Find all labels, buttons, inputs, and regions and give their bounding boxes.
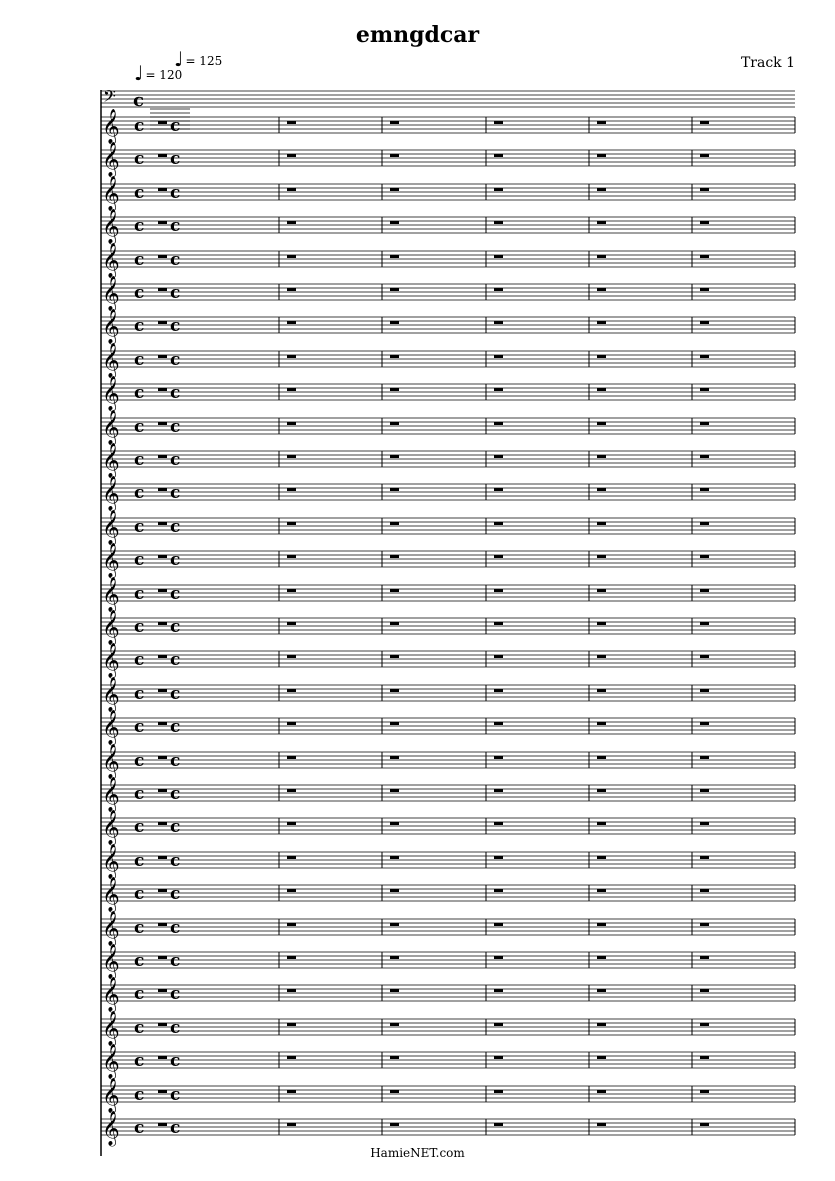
whole-rest-icon bbox=[494, 455, 503, 458]
whole-rest-icon bbox=[597, 856, 606, 859]
whole-rest-icon bbox=[494, 488, 503, 491]
time-signature: c bbox=[134, 417, 145, 437]
whole-rest-icon bbox=[390, 923, 399, 926]
time-signature: c bbox=[170, 784, 181, 804]
whole-rest-icon bbox=[494, 956, 503, 959]
treble-clef-icon: 𝄞 bbox=[102, 443, 120, 478]
treble-clef-icon: 𝄞 bbox=[102, 1078, 120, 1113]
whole-rest-icon bbox=[158, 689, 167, 692]
whole-rest-icon bbox=[287, 789, 296, 792]
whole-rest-icon bbox=[700, 555, 709, 558]
time-signature: c bbox=[134, 483, 145, 503]
treble-clef-icon: 𝄞 bbox=[102, 309, 120, 344]
whole-rest-icon bbox=[158, 655, 167, 658]
whole-rest-icon bbox=[287, 388, 296, 391]
whole-rest-icon bbox=[494, 789, 503, 792]
quarter-note-icon: ♩ bbox=[134, 61, 144, 85]
whole-rest-icon bbox=[597, 989, 606, 992]
treble-clef-icon: 𝄞 bbox=[102, 777, 120, 812]
whole-rest-icon bbox=[700, 1023, 709, 1026]
time-signature: c bbox=[134, 149, 145, 169]
treble-clef-icon: 𝄞 bbox=[102, 977, 120, 1012]
whole-rest-icon bbox=[494, 288, 503, 291]
whole-rest-icon bbox=[494, 822, 503, 825]
whole-rest-icon bbox=[287, 756, 296, 759]
whole-rest-icon bbox=[700, 321, 709, 324]
whole-rest-icon bbox=[158, 822, 167, 825]
whole-rest-icon bbox=[494, 221, 503, 224]
whole-rest-icon bbox=[700, 589, 709, 592]
whole-rest-icon bbox=[494, 1123, 503, 1126]
whole-rest-icon bbox=[158, 121, 167, 124]
whole-rest-icon bbox=[700, 622, 709, 625]
treble-clef-icon: 𝄞 bbox=[102, 877, 120, 912]
whole-rest-icon bbox=[390, 1090, 399, 1093]
whole-rest-icon bbox=[494, 522, 503, 525]
whole-rest-icon bbox=[287, 1090, 296, 1093]
treble-clef-icon: 𝄞 bbox=[102, 209, 120, 244]
time-signature: c bbox=[133, 90, 144, 111]
whole-rest-icon bbox=[700, 989, 709, 992]
whole-rest-icon bbox=[287, 355, 296, 358]
whole-rest-icon bbox=[494, 756, 503, 759]
whole-rest-icon bbox=[597, 923, 606, 926]
whole-rest-icon bbox=[390, 188, 399, 191]
time-signature: c bbox=[134, 817, 145, 837]
treble-clef-icon: 𝄞 bbox=[102, 1044, 120, 1079]
whole-rest-icon bbox=[158, 856, 167, 859]
time-signature: c bbox=[170, 684, 181, 704]
whole-rest-icon bbox=[390, 689, 399, 692]
whole-rest-icon bbox=[390, 655, 399, 658]
time-signature: c bbox=[170, 350, 181, 370]
whole-rest-icon bbox=[700, 522, 709, 525]
whole-rest-icon bbox=[494, 622, 503, 625]
whole-rest-icon bbox=[287, 455, 296, 458]
time-signature: c bbox=[134, 884, 145, 904]
whole-rest-icon bbox=[597, 455, 606, 458]
time-signature: c bbox=[134, 584, 145, 604]
whole-rest-icon bbox=[390, 989, 399, 992]
whole-rest-icon bbox=[158, 255, 167, 258]
whole-rest-icon bbox=[390, 622, 399, 625]
treble-clef-icon: 𝄞 bbox=[102, 944, 120, 979]
whole-rest-icon bbox=[158, 989, 167, 992]
whole-rest-icon bbox=[390, 255, 399, 258]
treble-clef-icon: 𝄞 bbox=[102, 410, 120, 445]
whole-rest-icon bbox=[494, 889, 503, 892]
whole-rest-icon bbox=[700, 488, 709, 491]
whole-rest-icon bbox=[287, 221, 296, 224]
whole-rest-icon bbox=[287, 255, 296, 258]
whole-rest-icon bbox=[700, 1056, 709, 1059]
time-signature: c bbox=[170, 383, 181, 403]
whole-rest-icon bbox=[494, 856, 503, 859]
whole-rest-icon bbox=[158, 455, 167, 458]
time-signature: c bbox=[170, 316, 181, 336]
time-signature: c bbox=[134, 383, 145, 403]
whole-rest-icon bbox=[287, 689, 296, 692]
whole-rest-icon bbox=[287, 589, 296, 592]
time-signature: c bbox=[134, 851, 145, 871]
time-signature: c bbox=[170, 984, 181, 1004]
whole-rest-icon bbox=[158, 756, 167, 759]
whole-rest-icon bbox=[158, 1090, 167, 1093]
bass-clef-icon: 𝄢 bbox=[103, 86, 116, 110]
time-signature: c bbox=[170, 884, 181, 904]
time-signature: c bbox=[170, 216, 181, 236]
time-signature: c bbox=[134, 216, 145, 236]
whole-rest-icon bbox=[390, 722, 399, 725]
whole-rest-icon bbox=[700, 956, 709, 959]
whole-rest-icon bbox=[494, 722, 503, 725]
whole-rest-icon bbox=[158, 388, 167, 391]
whole-rest-icon bbox=[597, 889, 606, 892]
time-signature: c bbox=[134, 684, 145, 704]
whole-rest-icon bbox=[158, 722, 167, 725]
score-title: emngdcar bbox=[355, 22, 480, 48]
whole-rest-icon bbox=[390, 321, 399, 324]
whole-rest-icon bbox=[390, 455, 399, 458]
whole-rest-icon bbox=[158, 422, 167, 425]
time-signature: c bbox=[170, 450, 181, 470]
whole-rest-icon bbox=[494, 355, 503, 358]
time-signature: c bbox=[170, 283, 181, 303]
whole-rest-icon bbox=[700, 1123, 709, 1126]
whole-rest-icon bbox=[700, 221, 709, 224]
whole-rest-icon bbox=[158, 789, 167, 792]
whole-rest-icon bbox=[287, 889, 296, 892]
whole-rest-icon bbox=[700, 455, 709, 458]
whole-rest-icon bbox=[494, 555, 503, 558]
whole-rest-icon bbox=[390, 756, 399, 759]
whole-rest-icon bbox=[597, 221, 606, 224]
whole-rest-icon bbox=[700, 422, 709, 425]
whole-rest-icon bbox=[287, 154, 296, 157]
whole-rest-icon bbox=[597, 422, 606, 425]
whole-rest-icon bbox=[287, 555, 296, 558]
whole-rest-icon bbox=[597, 956, 606, 959]
treble-clef-icon: 𝄞 bbox=[102, 1011, 120, 1046]
whole-rest-icon bbox=[287, 321, 296, 324]
whole-rest-icon bbox=[700, 355, 709, 358]
whole-rest-icon bbox=[287, 188, 296, 191]
whole-rest-icon bbox=[390, 589, 399, 592]
treble-clef-icon: 𝄞 bbox=[102, 710, 120, 745]
whole-rest-icon bbox=[597, 1123, 606, 1126]
time-signature: c bbox=[134, 717, 145, 737]
whole-rest-icon bbox=[597, 1090, 606, 1093]
whole-rest-icon bbox=[597, 121, 606, 124]
whole-rest-icon bbox=[158, 488, 167, 491]
time-signature: c bbox=[170, 1118, 181, 1138]
whole-rest-icon bbox=[158, 1056, 167, 1059]
time-signature: c bbox=[170, 1085, 181, 1105]
whole-rest-icon bbox=[390, 288, 399, 291]
whole-rest-icon bbox=[597, 321, 606, 324]
time-signature: c bbox=[134, 350, 145, 370]
treble-clef-icon: 𝄞 bbox=[102, 109, 120, 144]
treble-clef-icon: 𝄞 bbox=[102, 142, 120, 177]
whole-rest-icon bbox=[700, 121, 709, 124]
whole-rest-icon bbox=[158, 589, 167, 592]
whole-rest-icon bbox=[390, 355, 399, 358]
whole-rest-icon bbox=[700, 188, 709, 191]
time-signature: c bbox=[134, 951, 145, 971]
whole-rest-icon bbox=[700, 789, 709, 792]
whole-rest-icon bbox=[597, 722, 606, 725]
whole-rest-icon bbox=[158, 355, 167, 358]
time-signature: c bbox=[170, 149, 181, 169]
whole-rest-icon bbox=[700, 923, 709, 926]
treble-clef-icon: 𝄞 bbox=[102, 911, 120, 946]
whole-rest-icon bbox=[494, 989, 503, 992]
whole-rest-icon bbox=[597, 388, 606, 391]
instrument-name: Track 1 bbox=[740, 55, 795, 71]
time-signature: c bbox=[170, 650, 181, 670]
quarter-note-icon: ♩ bbox=[174, 47, 184, 71]
whole-rest-icon bbox=[287, 722, 296, 725]
whole-rest-icon bbox=[597, 488, 606, 491]
whole-rest-icon bbox=[287, 622, 296, 625]
whole-rest-icon bbox=[494, 388, 503, 391]
treble-clef-icon: 𝄞 bbox=[102, 643, 120, 678]
time-signature: c bbox=[170, 183, 181, 203]
whole-rest-icon bbox=[158, 522, 167, 525]
whole-rest-icon bbox=[700, 288, 709, 291]
time-signature: c bbox=[170, 717, 181, 737]
whole-rest-icon bbox=[390, 1056, 399, 1059]
whole-rest-icon bbox=[597, 154, 606, 157]
whole-rest-icon bbox=[700, 689, 709, 692]
whole-rest-icon bbox=[700, 722, 709, 725]
time-signature: c bbox=[134, 1085, 145, 1105]
whole-rest-icon bbox=[597, 1056, 606, 1059]
whole-rest-icon bbox=[158, 555, 167, 558]
whole-rest-icon bbox=[700, 889, 709, 892]
whole-rest-icon bbox=[287, 956, 296, 959]
time-signature: c bbox=[170, 1018, 181, 1038]
time-signature: c bbox=[134, 517, 145, 537]
whole-rest-icon bbox=[287, 488, 296, 491]
time-signature: c bbox=[134, 550, 145, 570]
whole-rest-icon bbox=[494, 655, 503, 658]
time-signature: c bbox=[170, 617, 181, 637]
time-signature: c bbox=[134, 183, 145, 203]
whole-rest-icon bbox=[494, 923, 503, 926]
whole-rest-icon bbox=[287, 655, 296, 658]
time-signature: c bbox=[134, 1018, 145, 1038]
time-signature: c bbox=[134, 918, 145, 938]
whole-rest-icon bbox=[158, 923, 167, 926]
whole-rest-icon bbox=[390, 121, 399, 124]
time-signature: c bbox=[170, 951, 181, 971]
time-signature: c bbox=[134, 984, 145, 1004]
treble-clef-icon: 𝄞 bbox=[102, 543, 120, 578]
treble-clef-icon: 𝄞 bbox=[102, 476, 120, 511]
whole-rest-icon bbox=[287, 822, 296, 825]
whole-rest-icon bbox=[494, 1023, 503, 1026]
time-signature: c bbox=[170, 116, 181, 136]
treble-clef-icon: 𝄞 bbox=[102, 744, 120, 779]
whole-rest-icon bbox=[390, 1123, 399, 1126]
treble-clef-icon: 𝄞 bbox=[102, 610, 120, 645]
whole-rest-icon bbox=[597, 355, 606, 358]
whole-rest-icon bbox=[287, 923, 296, 926]
footer-credit: HamieNET.com bbox=[370, 1146, 465, 1160]
whole-rest-icon bbox=[158, 154, 167, 157]
treble-clef-icon: 𝄞 bbox=[102, 276, 120, 311]
whole-rest-icon bbox=[158, 188, 167, 191]
whole-rest-icon bbox=[287, 1023, 296, 1026]
treble-clef-icon: 𝄞 bbox=[102, 844, 120, 879]
whole-rest-icon bbox=[597, 522, 606, 525]
whole-rest-icon bbox=[287, 288, 296, 291]
whole-rest-icon bbox=[700, 822, 709, 825]
whole-rest-icon bbox=[158, 956, 167, 959]
whole-rest-icon bbox=[390, 555, 399, 558]
whole-rest-icon bbox=[158, 622, 167, 625]
whole-rest-icon bbox=[158, 1123, 167, 1126]
treble-clef-icon: 𝄞 bbox=[102, 1111, 120, 1146]
whole-rest-icon bbox=[390, 889, 399, 892]
whole-rest-icon bbox=[597, 822, 606, 825]
whole-rest-icon bbox=[597, 288, 606, 291]
whole-rest-icon bbox=[700, 388, 709, 391]
time-signature: c bbox=[170, 517, 181, 537]
time-signature: c bbox=[170, 1051, 181, 1071]
time-signature: c bbox=[170, 417, 181, 437]
whole-rest-icon bbox=[494, 1056, 503, 1059]
whole-rest-icon bbox=[390, 956, 399, 959]
whole-rest-icon bbox=[390, 822, 399, 825]
whole-rest-icon bbox=[494, 154, 503, 157]
whole-rest-icon bbox=[287, 1123, 296, 1126]
whole-rest-icon bbox=[390, 422, 399, 425]
whole-rest-icon bbox=[287, 422, 296, 425]
whole-rest-icon bbox=[700, 655, 709, 658]
whole-rest-icon bbox=[158, 221, 167, 224]
time-signature: c bbox=[134, 283, 145, 303]
whole-rest-icon bbox=[287, 522, 296, 525]
whole-rest-icon bbox=[597, 589, 606, 592]
whole-rest-icon bbox=[390, 154, 399, 157]
time-signature: c bbox=[170, 550, 181, 570]
whole-rest-icon bbox=[597, 255, 606, 258]
tempo-value: = 120 bbox=[145, 68, 183, 82]
time-signature: c bbox=[134, 650, 145, 670]
whole-rest-icon bbox=[494, 255, 503, 258]
treble-clef-icon: 𝄞 bbox=[102, 176, 120, 211]
time-signature: c bbox=[134, 617, 145, 637]
whole-rest-icon bbox=[700, 1090, 709, 1093]
whole-rest-icon bbox=[597, 756, 606, 759]
treble-clef-icon: 𝄞 bbox=[102, 810, 120, 845]
whole-rest-icon bbox=[390, 488, 399, 491]
time-signature: c bbox=[170, 483, 181, 503]
treble-clef-icon: 𝄞 bbox=[102, 376, 120, 411]
time-signature: c bbox=[170, 751, 181, 771]
whole-rest-icon bbox=[390, 221, 399, 224]
treble-clef-icon: 𝄞 bbox=[102, 577, 120, 612]
whole-rest-icon bbox=[494, 1090, 503, 1093]
time-signature: c bbox=[134, 316, 145, 336]
whole-rest-icon bbox=[597, 622, 606, 625]
time-signature: c bbox=[170, 851, 181, 871]
whole-rest-icon bbox=[700, 255, 709, 258]
time-signature: c bbox=[134, 116, 145, 136]
whole-rest-icon bbox=[390, 789, 399, 792]
whole-rest-icon bbox=[390, 388, 399, 391]
whole-rest-icon bbox=[597, 555, 606, 558]
whole-rest-icon bbox=[494, 321, 503, 324]
treble-clef-icon: 𝄞 bbox=[102, 243, 120, 278]
whole-rest-icon bbox=[494, 422, 503, 425]
whole-rest-icon bbox=[494, 121, 503, 124]
time-signature: c bbox=[170, 918, 181, 938]
whole-rest-icon bbox=[287, 121, 296, 124]
whole-rest-icon bbox=[287, 856, 296, 859]
time-signature: c bbox=[134, 1118, 145, 1138]
whole-rest-icon bbox=[597, 1023, 606, 1026]
whole-rest-icon bbox=[597, 655, 606, 658]
whole-rest-icon bbox=[390, 1023, 399, 1026]
tempo-value: = 125 bbox=[185, 54, 223, 68]
whole-rest-icon bbox=[494, 589, 503, 592]
time-signature: c bbox=[134, 250, 145, 270]
whole-rest-icon bbox=[158, 889, 167, 892]
time-signature: c bbox=[134, 1051, 145, 1071]
whole-rest-icon bbox=[597, 789, 606, 792]
time-signature: c bbox=[170, 250, 181, 270]
whole-rest-icon bbox=[390, 856, 399, 859]
whole-rest-icon bbox=[597, 689, 606, 692]
time-signature: c bbox=[134, 784, 145, 804]
treble-clef-icon: 𝄞 bbox=[102, 343, 120, 378]
whole-rest-icon bbox=[494, 689, 503, 692]
whole-rest-icon bbox=[390, 522, 399, 525]
whole-rest-icon bbox=[287, 989, 296, 992]
time-signature: c bbox=[134, 751, 145, 771]
treble-clef-icon: 𝄞 bbox=[102, 510, 120, 545]
treble-clef-icon: 𝄞 bbox=[102, 677, 120, 712]
whole-rest-icon bbox=[158, 288, 167, 291]
time-signature: c bbox=[170, 817, 181, 837]
whole-rest-icon bbox=[700, 856, 709, 859]
whole-rest-icon bbox=[700, 154, 709, 157]
whole-rest-icon bbox=[287, 1056, 296, 1059]
whole-rest-icon bbox=[494, 188, 503, 191]
whole-rest-icon bbox=[158, 321, 167, 324]
whole-rest-icon bbox=[700, 756, 709, 759]
whole-rest-icon bbox=[597, 188, 606, 191]
time-signature: c bbox=[170, 584, 181, 604]
time-signature: c bbox=[134, 450, 145, 470]
whole-rest-icon bbox=[158, 1023, 167, 1026]
